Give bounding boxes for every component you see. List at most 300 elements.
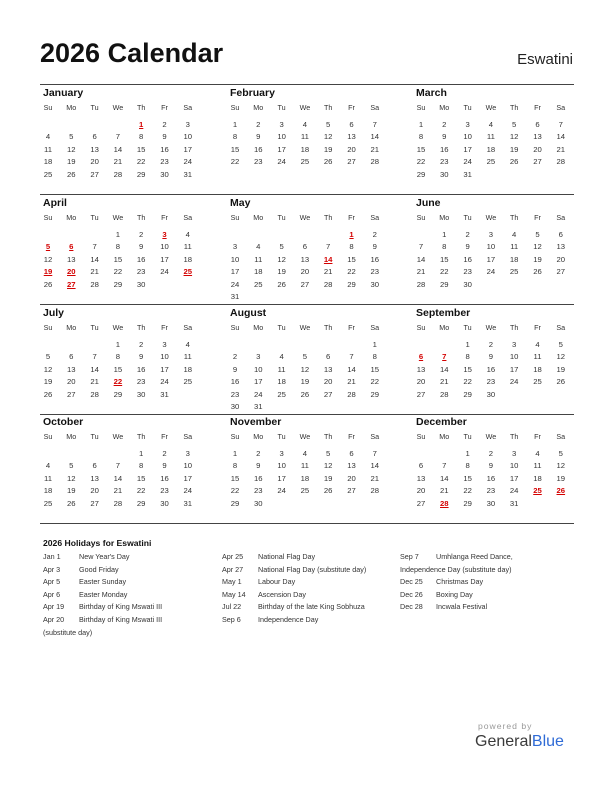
day-cell: 12 bbox=[67, 144, 76, 154]
day-cell: 1 bbox=[442, 230, 447, 239]
holiday-date: Jul 22 bbox=[222, 602, 242, 612]
day-cell: 15 bbox=[347, 254, 356, 264]
weekday-header: Mo bbox=[253, 323, 264, 332]
holiday-name: Incwala Festival bbox=[436, 602, 488, 612]
holiday-name: Boxing Day bbox=[436, 589, 473, 599]
day-cell: 3 bbox=[488, 230, 494, 239]
day-cell: 20 bbox=[347, 473, 356, 483]
holiday-entry bbox=[222, 615, 402, 628]
day-cell: 20 bbox=[556, 254, 566, 264]
day-cell: 1 bbox=[418, 120, 424, 129]
month-name: February bbox=[230, 87, 275, 99]
day-cell: 14 bbox=[416, 254, 426, 264]
day-cell: 27 bbox=[347, 157, 356, 167]
day-cell: 24 bbox=[277, 157, 286, 167]
day-cell: 7 bbox=[92, 352, 97, 362]
month-january bbox=[40, 87, 200, 192]
weekday-header: Su bbox=[43, 432, 53, 441]
month-march bbox=[413, 87, 573, 192]
day-cell: 21 bbox=[323, 267, 333, 277]
day-cell: 28 bbox=[440, 389, 449, 399]
month-name: November bbox=[230, 416, 282, 428]
weekday-header: Mo bbox=[439, 323, 450, 332]
holiday-name: Umhlanga Reed Dance, bbox=[436, 552, 513, 561]
day-cell: 3 bbox=[279, 120, 284, 129]
day-cell: 26 bbox=[43, 279, 53, 289]
holiday-name: (substitute day) bbox=[43, 627, 93, 637]
day-cell: 2 bbox=[465, 230, 470, 239]
day-cell: 29 bbox=[440, 279, 449, 289]
holiday-day-cell: 6 bbox=[69, 242, 74, 252]
day-cell: 23 bbox=[486, 486, 496, 496]
weekday-header: Fr bbox=[348, 432, 355, 441]
holiday-day-cell: 25 bbox=[533, 486, 542, 496]
day-cell: 8 bbox=[418, 132, 424, 142]
day-cell: 4 bbox=[45, 461, 51, 471]
holiday-day-cell: 27 bbox=[67, 279, 76, 289]
day-cell: 4 bbox=[256, 242, 261, 252]
day-cell: 2 bbox=[162, 449, 167, 458]
day-cell: 1 bbox=[372, 340, 377, 349]
brand-blue: Blue bbox=[531, 733, 564, 750]
day-cell: 16 bbox=[254, 473, 263, 483]
day-cell: 5 bbox=[279, 242, 284, 252]
day-cell: 12 bbox=[277, 254, 286, 264]
day-cell: 2 bbox=[232, 352, 238, 362]
holiday-name: Independence Day bbox=[258, 614, 319, 624]
day-cell: 1 bbox=[232, 120, 238, 129]
day-cell: 13 bbox=[323, 364, 333, 374]
day-cell: 8 bbox=[442, 242, 447, 252]
month-name: January bbox=[43, 87, 84, 99]
weekday-header: Su bbox=[43, 323, 53, 332]
day-cell: 12 bbox=[67, 473, 76, 483]
day-cell: 23 bbox=[160, 157, 169, 167]
weekday-header: Sa bbox=[183, 323, 193, 332]
day-cell: 18 bbox=[509, 254, 519, 264]
day-cell: 15 bbox=[416, 144, 426, 154]
weekday-header: Fr bbox=[161, 323, 168, 332]
day-cell: 24 bbox=[254, 389, 263, 399]
day-cell: 31 bbox=[183, 169, 193, 179]
weekday-header: Tu bbox=[277, 103, 286, 112]
day-cell: 18 bbox=[43, 486, 53, 496]
day-cell: 15 bbox=[136, 473, 146, 483]
day-cell: 6 bbox=[349, 449, 354, 458]
day-cell: 21 bbox=[556, 144, 566, 154]
day-cell: 25 bbox=[43, 498, 53, 508]
day-cell: 8 bbox=[465, 461, 470, 471]
day-cell: 2 bbox=[256, 449, 261, 458]
day-cell: 6 bbox=[349, 120, 354, 129]
day-cell: 10 bbox=[277, 461, 286, 471]
day-cell: 31 bbox=[230, 292, 240, 301]
day-cell: 19 bbox=[67, 157, 76, 167]
day-cell: 1 bbox=[465, 449, 470, 458]
day-cell: 21 bbox=[440, 377, 449, 387]
day-cell: 10 bbox=[509, 461, 519, 471]
day-cell: 24 bbox=[183, 157, 193, 167]
holiday-date: Dec 28 bbox=[400, 602, 423, 612]
weekday-header: We bbox=[112, 432, 124, 441]
month-november bbox=[227, 416, 387, 521]
day-cell: 16 bbox=[440, 144, 449, 154]
weekday-header: Su bbox=[416, 213, 426, 222]
day-cell: 22 bbox=[440, 267, 449, 277]
day-cell: 21 bbox=[90, 377, 99, 387]
holiday-day-cell: 6 bbox=[418, 352, 424, 362]
day-cell: 3 bbox=[162, 340, 167, 349]
day-cell: 28 bbox=[113, 169, 123, 179]
day-cell: 29 bbox=[113, 389, 123, 399]
holiday-date: Apr 3 bbox=[43, 564, 61, 574]
holiday-column bbox=[43, 552, 223, 640]
holiday-day-cell: 20 bbox=[67, 267, 76, 277]
day-cell: 21 bbox=[113, 157, 123, 167]
weekday-header: Mo bbox=[439, 213, 450, 222]
day-cell: 6 bbox=[92, 132, 97, 142]
day-cell: 3 bbox=[512, 449, 517, 458]
day-cell: 26 bbox=[323, 157, 333, 167]
weekday-header: Sa bbox=[556, 213, 566, 222]
day-cell: 19 bbox=[300, 377, 310, 387]
day-cell: 25 bbox=[300, 486, 310, 496]
weekday-header: Sa bbox=[183, 213, 193, 222]
weekday-header: Su bbox=[230, 213, 240, 222]
day-cell: 11 bbox=[300, 461, 309, 471]
weekday-header: Sa bbox=[183, 432, 193, 441]
day-cell: 2 bbox=[372, 230, 377, 239]
weekday-header: Sa bbox=[370, 323, 380, 332]
day-cell: 18 bbox=[486, 144, 496, 154]
day-cell: 19 bbox=[556, 473, 566, 483]
day-cell: 29 bbox=[463, 389, 472, 399]
day-cell: 26 bbox=[300, 389, 310, 399]
day-cell: 15 bbox=[440, 254, 449, 264]
holiday-name: National Flag Day (substitute day) bbox=[258, 564, 367, 574]
weekday-header: We bbox=[485, 103, 497, 112]
day-cell: 5 bbox=[326, 120, 331, 129]
weekday-header: Mo bbox=[439, 103, 450, 112]
day-cell: 12 bbox=[300, 364, 310, 374]
holiday-day-cell: 28 bbox=[440, 498, 449, 508]
day-cell: 17 bbox=[509, 364, 519, 374]
day-cell: 26 bbox=[43, 389, 53, 399]
day-cell: 28 bbox=[416, 279, 426, 289]
holiday-entry bbox=[400, 565, 580, 578]
day-cell: 5 bbox=[558, 340, 563, 349]
weekday-header: Fr bbox=[534, 103, 541, 112]
day-cell: 18 bbox=[183, 254, 193, 264]
day-cell: 9 bbox=[139, 242, 144, 252]
day-cell: 27 bbox=[90, 498, 99, 508]
day-cell: 31 bbox=[463, 169, 472, 179]
holiday-entry bbox=[222, 552, 402, 565]
holiday-name: Labour Day bbox=[258, 577, 296, 587]
weekday-header: Th bbox=[136, 103, 146, 112]
weekday-header: Th bbox=[509, 103, 519, 112]
day-cell: 27 bbox=[533, 157, 542, 167]
day-cell: 26 bbox=[67, 169, 76, 179]
day-cell: 15 bbox=[113, 254, 123, 264]
day-cell: 4 bbox=[535, 449, 540, 458]
month-september bbox=[413, 307, 573, 412]
day-cell: 9 bbox=[256, 132, 261, 142]
day-cell: 16 bbox=[136, 254, 146, 264]
weekday-header: Su bbox=[416, 432, 426, 441]
day-cell: 8 bbox=[115, 242, 121, 252]
day-cell: 25 bbox=[183, 377, 193, 387]
day-cell: 2 bbox=[442, 120, 447, 129]
day-cell: 7 bbox=[349, 352, 354, 362]
holiday-entry bbox=[43, 602, 223, 615]
weekday-header: Su bbox=[416, 323, 426, 332]
weekday-header: Th bbox=[323, 432, 333, 441]
day-cell: 17 bbox=[160, 254, 169, 264]
weekday-header: Sa bbox=[556, 432, 566, 441]
day-cell: 28 bbox=[370, 157, 380, 167]
holiday-date: May 1 bbox=[222, 577, 242, 587]
day-cell: 29 bbox=[113, 279, 123, 289]
day-cell: 24 bbox=[509, 486, 519, 496]
day-cell: 19 bbox=[43, 377, 53, 387]
day-cell: 8 bbox=[372, 352, 377, 362]
day-cell: 17 bbox=[183, 473, 193, 483]
day-cell: 9 bbox=[488, 352, 494, 362]
day-cell: 11 bbox=[277, 364, 286, 374]
month-december bbox=[413, 416, 573, 521]
holiday-column bbox=[400, 552, 580, 615]
day-cell: 23 bbox=[254, 157, 263, 167]
day-cell: 26 bbox=[67, 498, 76, 508]
day-cell: 11 bbox=[44, 144, 52, 154]
day-cell: 9 bbox=[256, 461, 261, 471]
weekday-header: Th bbox=[136, 323, 146, 332]
day-cell: 29 bbox=[136, 498, 146, 508]
day-cell: 22 bbox=[416, 157, 426, 167]
holiday-date: Sep 7 bbox=[400, 552, 419, 561]
day-cell: 31 bbox=[160, 389, 169, 399]
weekday-header: Tu bbox=[277, 323, 286, 332]
day-cell: 17 bbox=[230, 267, 240, 277]
month-name: September bbox=[416, 307, 471, 319]
day-cell: 21 bbox=[416, 267, 426, 277]
day-cell: 16 bbox=[136, 364, 146, 374]
holiday-date: Apr 5 bbox=[43, 577, 61, 587]
month-name: August bbox=[230, 307, 267, 319]
day-cell: 30 bbox=[370, 279, 380, 289]
day-cell: 4 bbox=[302, 120, 308, 129]
day-cell: 22 bbox=[136, 157, 146, 167]
brand-general: General bbox=[475, 733, 532, 750]
holiday-entry bbox=[43, 565, 223, 578]
day-cell: 13 bbox=[300, 254, 310, 264]
day-cell: 7 bbox=[372, 449, 377, 458]
day-cell: 21 bbox=[113, 486, 123, 496]
holiday-name: National Flag Day bbox=[258, 552, 316, 561]
day-cell: 27 bbox=[300, 279, 310, 289]
day-cell: 13 bbox=[556, 242, 566, 252]
holiday-day-cell: 5 bbox=[45, 242, 51, 252]
holiday-day-cell: 1 bbox=[139, 120, 144, 129]
day-cell: 5 bbox=[302, 352, 308, 362]
day-cell: 15 bbox=[463, 473, 472, 483]
weekday-header: Mo bbox=[253, 432, 264, 441]
day-cell: 12 bbox=[556, 352, 566, 362]
day-cell: 5 bbox=[558, 449, 563, 458]
day-cell: 15 bbox=[230, 473, 240, 483]
day-cell: 18 bbox=[277, 377, 286, 387]
month-name: June bbox=[416, 197, 441, 209]
day-cell: 28 bbox=[90, 279, 99, 289]
day-cell: 12 bbox=[509, 132, 519, 142]
day-cell: 5 bbox=[69, 132, 74, 142]
weekday-header: Mo bbox=[253, 213, 264, 222]
day-cell: 14 bbox=[113, 144, 123, 154]
weekday-header: Su bbox=[43, 213, 53, 222]
day-cell: 22 bbox=[463, 377, 472, 387]
day-cell: 8 bbox=[232, 461, 238, 471]
divider bbox=[40, 194, 574, 195]
holiday-entry bbox=[222, 565, 402, 578]
holiday-name: Easter Monday bbox=[79, 589, 128, 599]
day-cell: 24 bbox=[230, 279, 240, 289]
day-cell: 7 bbox=[92, 242, 97, 252]
weekday-header: Tu bbox=[90, 103, 99, 112]
day-cell: 11 bbox=[533, 461, 542, 471]
holiday-entry bbox=[400, 552, 580, 565]
day-cell: 7 bbox=[326, 242, 331, 252]
day-cell: 9 bbox=[162, 132, 167, 142]
day-cell: 19 bbox=[323, 144, 333, 154]
day-cell: 22 bbox=[230, 486, 240, 496]
powered-by-text: powered by bbox=[478, 721, 533, 731]
day-cell: 9 bbox=[139, 352, 144, 362]
day-cell: 5 bbox=[45, 352, 51, 362]
day-cell: 29 bbox=[230, 498, 240, 508]
day-cell: 26 bbox=[509, 157, 519, 167]
weekday-header: Mo bbox=[439, 432, 450, 441]
weekday-header: Mo bbox=[66, 213, 77, 222]
day-cell: 4 bbox=[535, 340, 540, 349]
day-cell: 6 bbox=[326, 352, 331, 362]
day-cell: 25 bbox=[300, 157, 310, 167]
day-cell: 22 bbox=[370, 377, 380, 387]
day-cell: 1 bbox=[115, 340, 121, 349]
day-cell: 10 bbox=[277, 132, 286, 142]
weekday-header: Th bbox=[509, 432, 519, 441]
holiday-entry bbox=[43, 615, 223, 628]
day-cell: 30 bbox=[136, 389, 146, 399]
weekday-header: We bbox=[485, 323, 497, 332]
day-cell: 17 bbox=[463, 144, 472, 154]
day-cell: 10 bbox=[254, 364, 263, 374]
day-cell: 10 bbox=[183, 461, 193, 471]
month-name: October bbox=[43, 416, 84, 428]
day-cell: 30 bbox=[160, 498, 169, 508]
country-name: Eswatini bbox=[517, 51, 573, 68]
holiday-entry bbox=[222, 577, 402, 590]
day-cell: 27 bbox=[416, 389, 426, 399]
day-cell: 19 bbox=[277, 267, 286, 277]
holiday-name: Birthday of the late King Sobhuza bbox=[258, 602, 365, 612]
day-cell: 30 bbox=[254, 498, 263, 508]
holiday-date: Jan 1 bbox=[43, 552, 61, 561]
day-cell: 3 bbox=[256, 352, 261, 362]
day-cell: 16 bbox=[486, 473, 496, 483]
divider bbox=[40, 414, 574, 415]
day-cell: 26 bbox=[323, 486, 333, 496]
day-cell: 24 bbox=[160, 377, 169, 387]
weekday-header: Tu bbox=[463, 432, 472, 441]
holiday-name: New Year's Day bbox=[79, 552, 130, 561]
day-cell: 6 bbox=[92, 461, 97, 471]
day-cell: 20 bbox=[90, 157, 99, 167]
weekday-header: Sa bbox=[370, 213, 380, 222]
day-cell: 13 bbox=[416, 473, 426, 483]
day-cell: 19 bbox=[67, 486, 76, 496]
day-cell: 31 bbox=[509, 498, 519, 508]
day-cell: 17 bbox=[160, 364, 169, 374]
month-name: April bbox=[43, 197, 67, 209]
day-cell: 10 bbox=[160, 352, 169, 362]
holiday-name: Ascension Day bbox=[258, 589, 306, 599]
day-cell: 5 bbox=[512, 120, 517, 129]
generalblue-logo[interactable] bbox=[475, 733, 564, 751]
day-cell: 24 bbox=[183, 486, 193, 496]
day-cell: 12 bbox=[43, 254, 53, 264]
day-cell: 31 bbox=[254, 402, 263, 411]
day-cell: 27 bbox=[90, 169, 99, 179]
day-cell: 21 bbox=[347, 377, 356, 387]
day-cell: 2 bbox=[488, 340, 494, 349]
holiday-day-cell: 1 bbox=[349, 230, 354, 239]
day-cell: 12 bbox=[323, 132, 333, 142]
day-cell: 23 bbox=[463, 267, 472, 277]
weekday-header: We bbox=[299, 323, 311, 332]
day-cell: 4 bbox=[279, 352, 284, 362]
day-cell: 8 bbox=[349, 242, 354, 252]
day-cell: 29 bbox=[136, 169, 146, 179]
holiday-entry bbox=[43, 552, 223, 565]
month-name: December bbox=[416, 416, 467, 428]
day-cell: 13 bbox=[90, 144, 99, 154]
day-cell: 17 bbox=[486, 254, 496, 264]
day-cell: 10 bbox=[230, 254, 240, 264]
day-cell: 17 bbox=[277, 144, 286, 154]
day-cell: 7 bbox=[372, 120, 377, 129]
month-name: March bbox=[416, 87, 447, 99]
day-cell: 11 bbox=[486, 132, 495, 142]
day-cell: 17 bbox=[254, 377, 263, 387]
day-cell: 11 bbox=[44, 473, 52, 483]
holiday-date: Dec 25 bbox=[400, 577, 423, 587]
day-cell: 23 bbox=[370, 267, 380, 277]
day-cell: 23 bbox=[136, 267, 146, 277]
day-cell: 21 bbox=[370, 473, 380, 483]
weekday-header: Sa bbox=[556, 103, 566, 112]
day-cell: 29 bbox=[347, 279, 356, 289]
month-july bbox=[40, 307, 200, 412]
day-cell: 5 bbox=[326, 449, 331, 458]
holiday-day-cell: 3 bbox=[162, 230, 167, 239]
day-cell: 22 bbox=[463, 486, 472, 496]
divider bbox=[40, 523, 574, 524]
day-cell: 16 bbox=[254, 144, 263, 154]
holiday-date: Sep 6 bbox=[222, 614, 241, 624]
weekday-header: Tu bbox=[90, 323, 99, 332]
day-cell: 25 bbox=[486, 157, 496, 167]
